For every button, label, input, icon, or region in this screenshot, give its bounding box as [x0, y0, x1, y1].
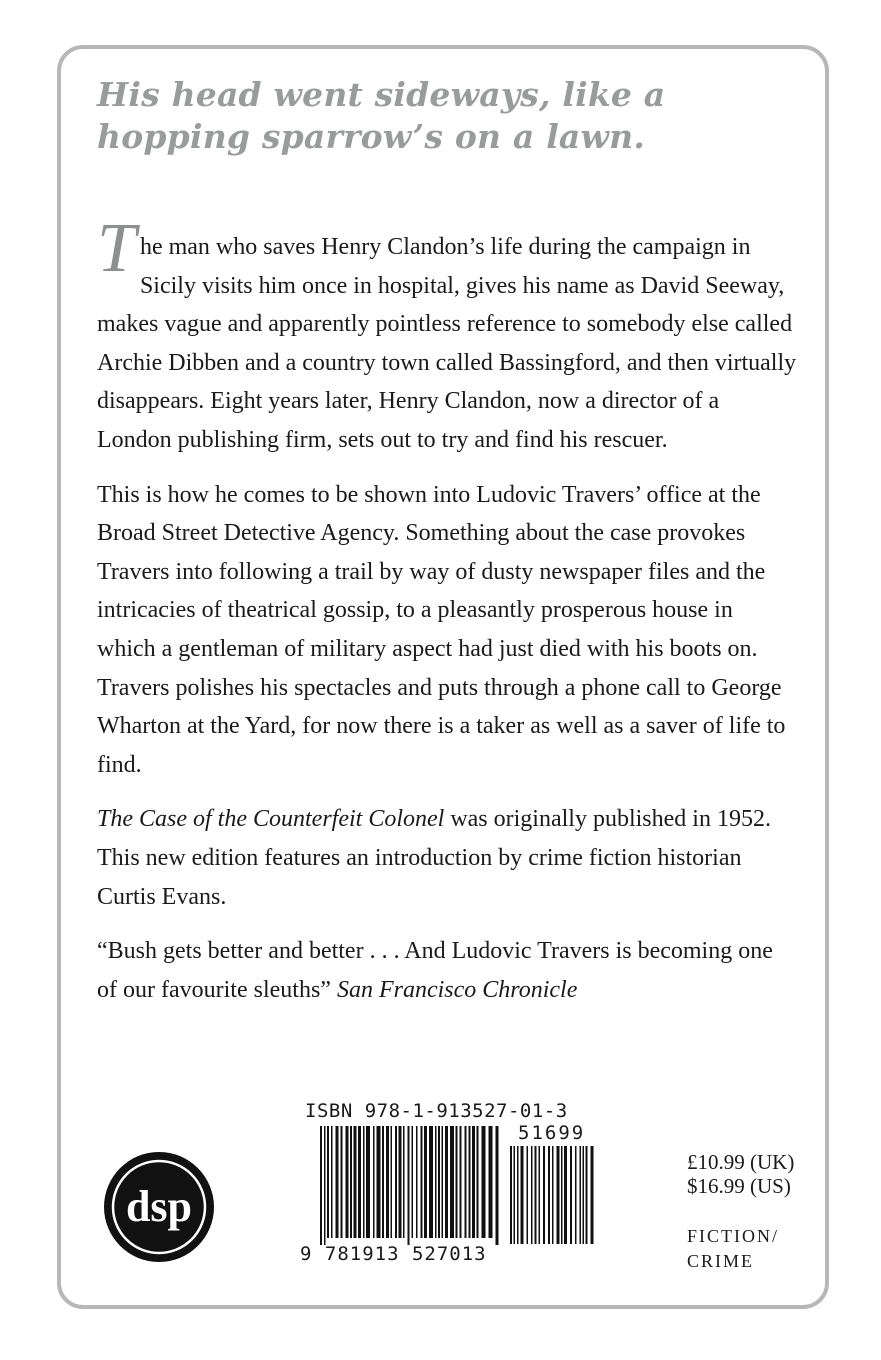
barcode-bar [543, 1146, 545, 1244]
barcode-bar [510, 1146, 512, 1244]
blurb-paragraph-1-text: he man who saves Henry Clandon’s life during the campaign in Sicily visits him once in hospital, gives his name as David Seeway, makes vague and apparently pointless reference to somebody else called Archie Dibben and a country town called Bassingford, and then virtually disappears. Eight years later, Henry Clandon, now a director of a London publishing firm, sets out to try and find his rescuer. [97, 234, 797, 453]
barcode-bar [561, 1146, 563, 1244]
barcode-bar [399, 1126, 402, 1238]
barcode-bar [382, 1126, 384, 1238]
barcode-bar [531, 1146, 533, 1244]
barcode-bar [460, 1126, 462, 1238]
barcode-bar [403, 1126, 405, 1238]
barcode-bar [386, 1126, 389, 1238]
barcode-bar [591, 1146, 594, 1244]
barcode-bar [354, 1126, 357, 1238]
barcode-bar [539, 1146, 541, 1244]
barcode-bar [456, 1126, 458, 1238]
barcode-bar [477, 1126, 479, 1238]
barcode-bar [527, 1146, 529, 1244]
blurb-paragraph-3 [97, 800, 797, 916]
barcode-bar [346, 1126, 349, 1238]
barcode-bar [482, 1126, 486, 1238]
price-us: $16.99 (US) [687, 1174, 791, 1198]
barcode-bar [570, 1146, 572, 1244]
category-line-2: CRIME [687, 1251, 755, 1271]
barcode-bar [469, 1126, 471, 1238]
barcode-bar [548, 1146, 550, 1244]
barcode-bar [366, 1126, 370, 1238]
quote-text: “Bush gets better and better . . . And Ludovic Travers is becoming one of our favourite sleuths” [97, 938, 773, 1003]
barcode-bar [395, 1126, 397, 1238]
barcode-bar [517, 1146, 519, 1244]
category-line-1: FICTION/ [687, 1226, 779, 1246]
tagline [97, 74, 797, 158]
barcode-bar [521, 1146, 524, 1244]
publisher-logo [103, 1151, 215, 1263]
tagline-line-2: hopping sparrow’s on a lawn. [97, 117, 646, 156]
category [687, 1224, 779, 1274]
barcode-bar [564, 1146, 567, 1244]
barcode-bars [300, 1100, 600, 1245]
prices [687, 1150, 794, 1198]
barcode-bar [472, 1126, 475, 1238]
barcode-bar [424, 1126, 427, 1238]
barcode-bar [496, 1126, 499, 1245]
barcode-bar [580, 1146, 582, 1244]
barcode-bar [391, 1126, 393, 1238]
barcode-bar [535, 1146, 537, 1244]
barcode-bar [421, 1126, 423, 1238]
drop-cap: T [97, 210, 136, 287]
review-quote [97, 932, 797, 1009]
barcode-bar [575, 1146, 577, 1244]
price-uk: £10.99 (UK) [687, 1150, 795, 1174]
barcode-bar [320, 1126, 322, 1245]
barcode-bar [336, 1126, 339, 1238]
barcode-bar [373, 1126, 375, 1238]
barcode-bar [327, 1126, 329, 1238]
barcode-bar [552, 1146, 554, 1244]
barcode-bar [489, 1126, 493, 1238]
blurb-paragraph-3-text: was originally published in 1952. This new edition features an introduction by crime fiction historian Curtis Evans. [97, 806, 771, 910]
barcode-bar [416, 1126, 418, 1238]
barcode-bar [438, 1126, 440, 1238]
quote-source: San Francisco Chronicle [336, 976, 578, 1003]
blurb [97, 210, 797, 1025]
barcode-bar [429, 1126, 433, 1238]
barcode-addon-digits: 51699 [518, 1122, 586, 1144]
blurb-paragraph-2: This is how he comes to be shown into Ludovic Travers’ office at the Broad Street Detective Agency. Something about the case provokes Travers into following a trail by way of dusty newspaper files and the intricacies of theatrical gossip, to a pleasantly prosperous house in which a gentleman of military aspect had just died with his boots on. Travers polishes his spectacles and puts through a phone call to George Wharton at the Yard, for now there is a taker as well as a saver of life to find. [97, 481, 786, 778]
barcode [300, 1100, 600, 1270]
barcode-bar [350, 1126, 352, 1238]
barcode-bar [465, 1126, 467, 1238]
barcode-bar [586, 1146, 588, 1244]
barcode-bar [583, 1146, 585, 1244]
ean-digits: 9 781913 527013 [300, 1243, 487, 1265]
barcode-bar [445, 1126, 448, 1238]
barcode-bar [324, 1126, 326, 1245]
barcode-bar [408, 1126, 410, 1245]
barcode-bar [363, 1126, 365, 1238]
barcode-bar [442, 1126, 444, 1238]
logo-text: dsp [125, 1182, 193, 1231]
barcode-bar [358, 1126, 361, 1238]
barcode-bar [557, 1146, 560, 1244]
barcode-bar [377, 1126, 381, 1238]
book-title: The Case of the Counterfeit Colonel [97, 806, 445, 833]
barcode-bar [435, 1126, 437, 1238]
isbn-label: ISBN 978-1-913527-01-3 [305, 1100, 568, 1122]
barcode-bar [514, 1146, 516, 1244]
barcode-bar [450, 1126, 454, 1238]
barcode-bar [341, 1126, 343, 1238]
blurb-paragraph-1 [97, 210, 797, 460]
tagline-line-1: His head went sideways, like a [97, 75, 666, 114]
barcode-bar [331, 1126, 333, 1238]
barcode-bar [412, 1126, 414, 1238]
